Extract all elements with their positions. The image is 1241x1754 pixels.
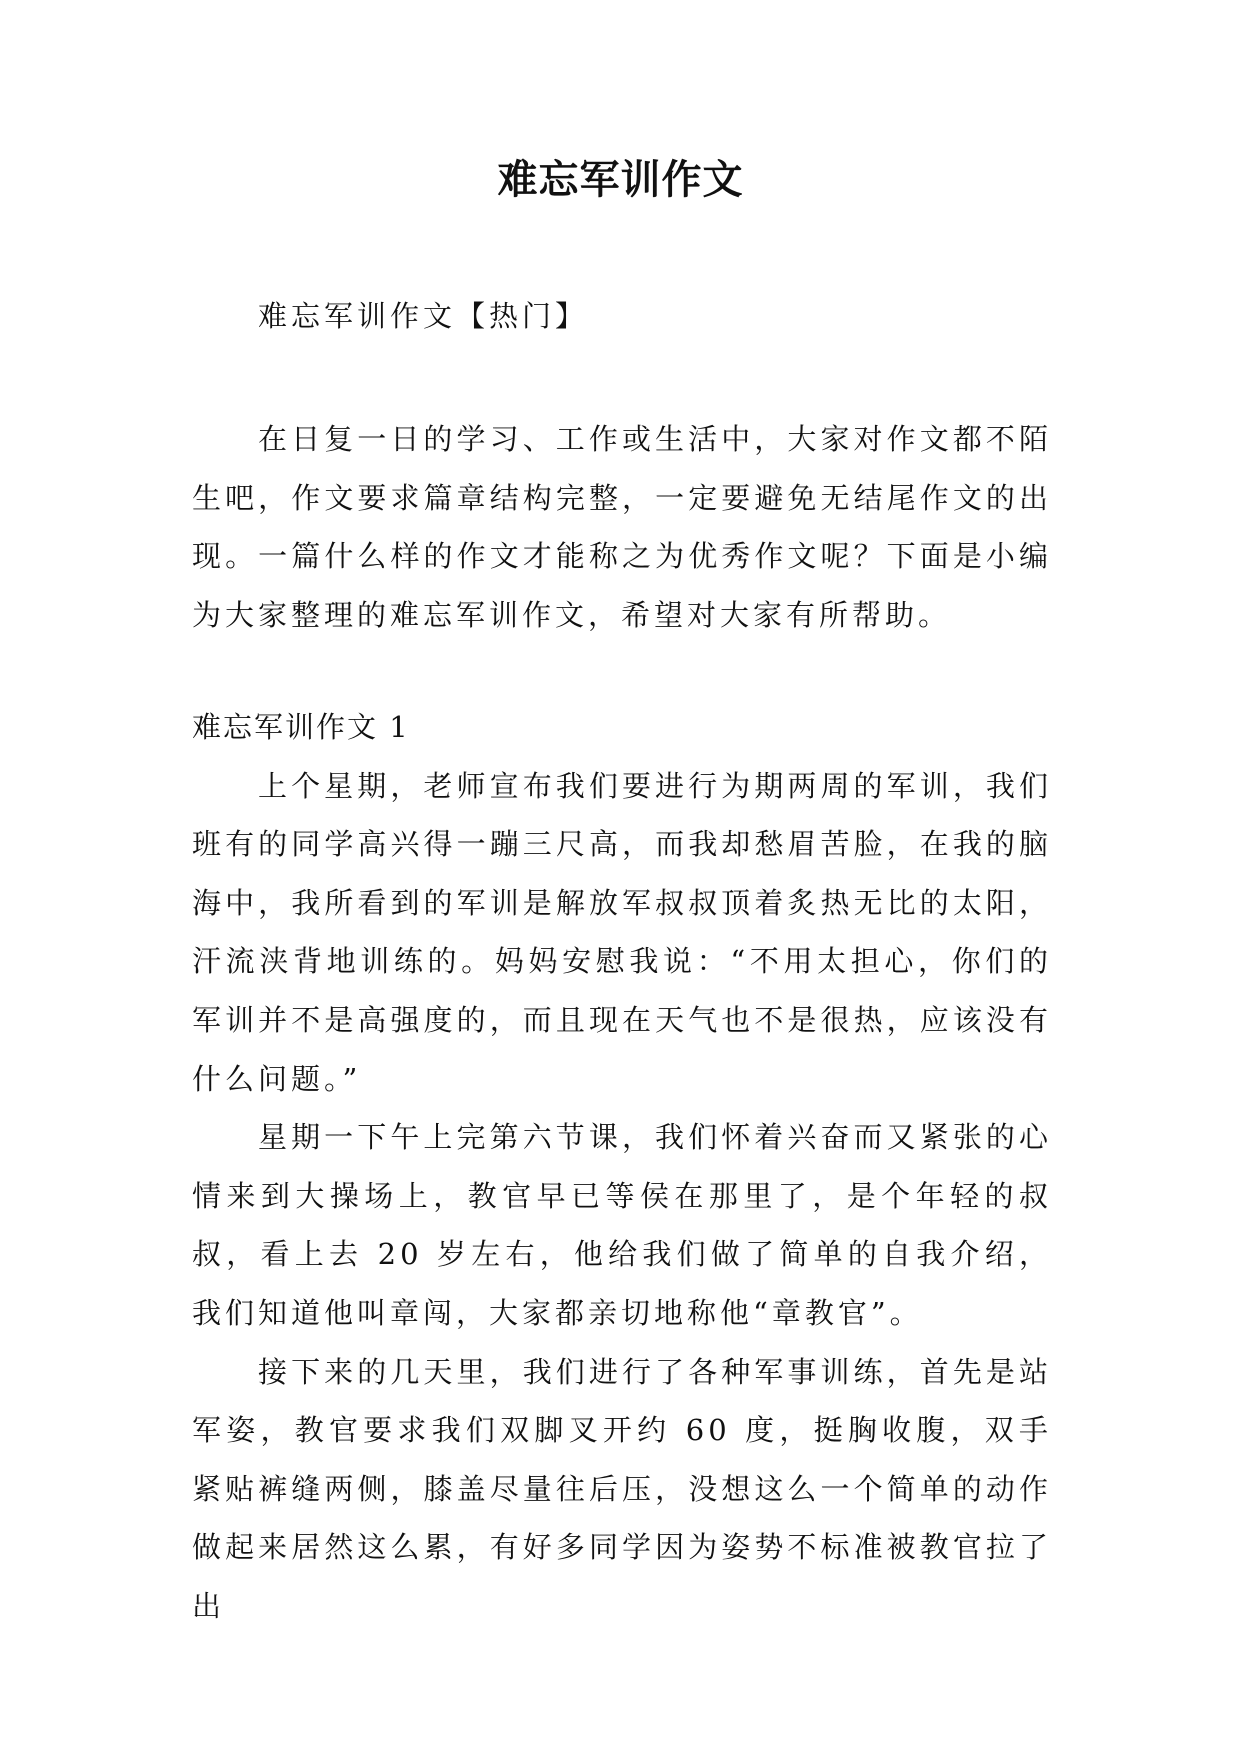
essay-heading: 难忘军训作文 1 (192, 710, 410, 744)
document-title: 难忘军训作文 (497, 156, 744, 203)
essay-paragraph-1: 上个星期，老师宣布我们要进行为期两周的军训，我们班有的同学高兴得一蹦三尺高，而我却愁眉苦脸，在我的脑海中，我所看到的军训是解放军叔叔顶着炙热无比的太阳，汗流浃背地训练的。妈妈安慰我说：“不用太担心，你们的军训并不是高强度的，而且现在天气也不是很热，应该没有什么问题。” (192, 768, 1052, 1096)
intro-section (192, 410, 1052, 644)
essay-paragraph-3: 接下来的几天里，我们进行了各种军事训练，首先是站军姿，教官要求我们双脚叉开约 60 度，挺胸收腹，双手紧贴裤缝两侧，膝盖尽量往后压，没想这么一个简单的动作做起来居然这么累，有好多同学因为姿势不标准被教官拉了出 (192, 1354, 1052, 1623)
essay-paragraph-2: 星期一下午上完第六节课，我们怀着兴奋而又紧张的心情来到大操场上，教官早已等侯在那里了，是个年轻的叔叔，看上去 20 岁左右，他给我们做了简单的自我介绍，我们知道他叫章闯，大家都亲切地称他“章教官”。 (192, 1120, 1052, 1330)
document-subtitle: 难忘军训作文【热门】 (258, 299, 589, 333)
intro-paragraph: 在日复一日的学习、工作或生活中，大家对作文都不陌生吧，作文要求篇章结构完整，一定要避免无结尾作文的出现。一篇什么样的作文才能称之为优秀作文呢？下面是小编为大家整理的难忘军训作文，希望对大家有所帮助。 (192, 422, 1052, 632)
essay-section (192, 698, 1052, 1636)
